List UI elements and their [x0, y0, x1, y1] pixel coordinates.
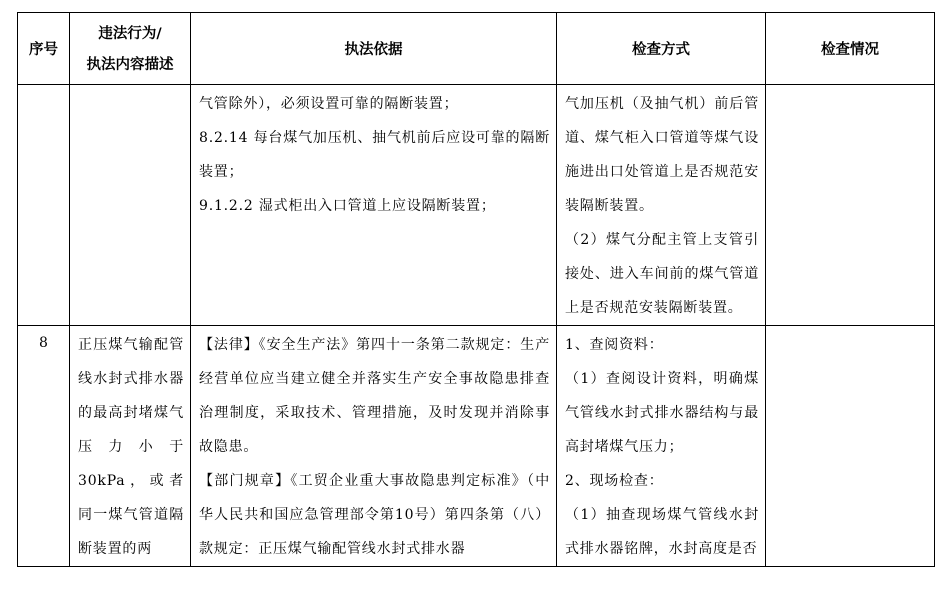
row-basis-cell	[191, 326, 557, 567]
row-violation-cell	[70, 326, 191, 567]
basis-paragraph: 【部门规章】《工贸企业重大事故隐患判定标准》（中华人民共和国应急管理部令第10号）第四条第（八）款规定：正压煤气输配管线水封式排水器	[199, 473, 550, 557]
table-row	[18, 326, 935, 567]
header-violation-line1: 违法行为/	[98, 26, 162, 42]
method-paragraph: （1）抽查现场煤气管线水封式排水器铭牌，水封高度是否	[565, 507, 759, 557]
table-header-row	[18, 13, 935, 85]
row-violation-text: 正压煤气输配管线水封式排水器的最高封堵煤气压力小于30kPa，或者同一煤气管道隔断装置的两	[78, 337, 184, 557]
header-basis: 执法依据	[191, 13, 557, 85]
row-method-text	[557, 85, 765, 325]
basis-paragraph: 气管除外），必须设置可靠的隔断装置；	[199, 96, 459, 112]
row-violation-cell	[70, 85, 191, 326]
row-basis-cell	[191, 85, 557, 326]
table-row	[18, 85, 935, 326]
method-paragraph: 气加压机（及抽气机）前后管道、煤气柜入口管道等煤气设施进出口处管道上是否规范安装隔断装置。	[565, 96, 759, 214]
row-status-text	[766, 85, 934, 87]
header-violation	[70, 13, 191, 85]
row-violation-text	[70, 85, 190, 87]
basis-paragraph: 8.2.14 每台煤气加压机、抽气机前后应设可靠的隔断装置；	[199, 130, 550, 180]
header-seq: 序号	[18, 13, 70, 85]
header-status: 检查情况	[766, 13, 935, 85]
row-method-text	[557, 326, 765, 566]
regulation-table-page	[17, 12, 934, 567]
row-method-cell	[557, 326, 766, 567]
method-paragraph: （2）煤气分配主管上支管引接处、进入车间前的煤气管道上是否规范安装隔断装置。	[565, 232, 759, 316]
row-status-cell	[766, 85, 935, 326]
basis-paragraph: 【法律】《安全生产法》第四十一条第二款规定：生产经营单位应当建立健全并落实生产安全事故隐患排查治理制度，采取技术、管理措施，及时发现并消除事故隐患。	[199, 337, 550, 455]
row-seq-cell	[18, 85, 70, 326]
inspection-table	[17, 12, 935, 567]
row-seq: 8	[39, 335, 48, 351]
row-basis-text	[191, 326, 556, 566]
row-seq-cell	[18, 326, 70, 567]
header-violation-line2: 执法内容描述	[86, 57, 174, 73]
method-paragraph: （1）查阅设计资料，明确煤气管线水封式排水器结构与最高封堵煤气压力；	[565, 371, 759, 455]
basis-paragraph: 9.1.2.2 湿式柜出入口管道上应设隔断装置；	[199, 198, 496, 214]
method-paragraph: 1、查阅资料：	[565, 337, 664, 353]
method-paragraph: 2、现场检查：	[565, 473, 664, 489]
row-method-cell	[557, 85, 766, 326]
row-basis-text	[191, 85, 556, 223]
header-method: 检查方式	[557, 13, 766, 85]
row-status-text	[766, 326, 934, 328]
row-status-cell	[766, 326, 935, 567]
